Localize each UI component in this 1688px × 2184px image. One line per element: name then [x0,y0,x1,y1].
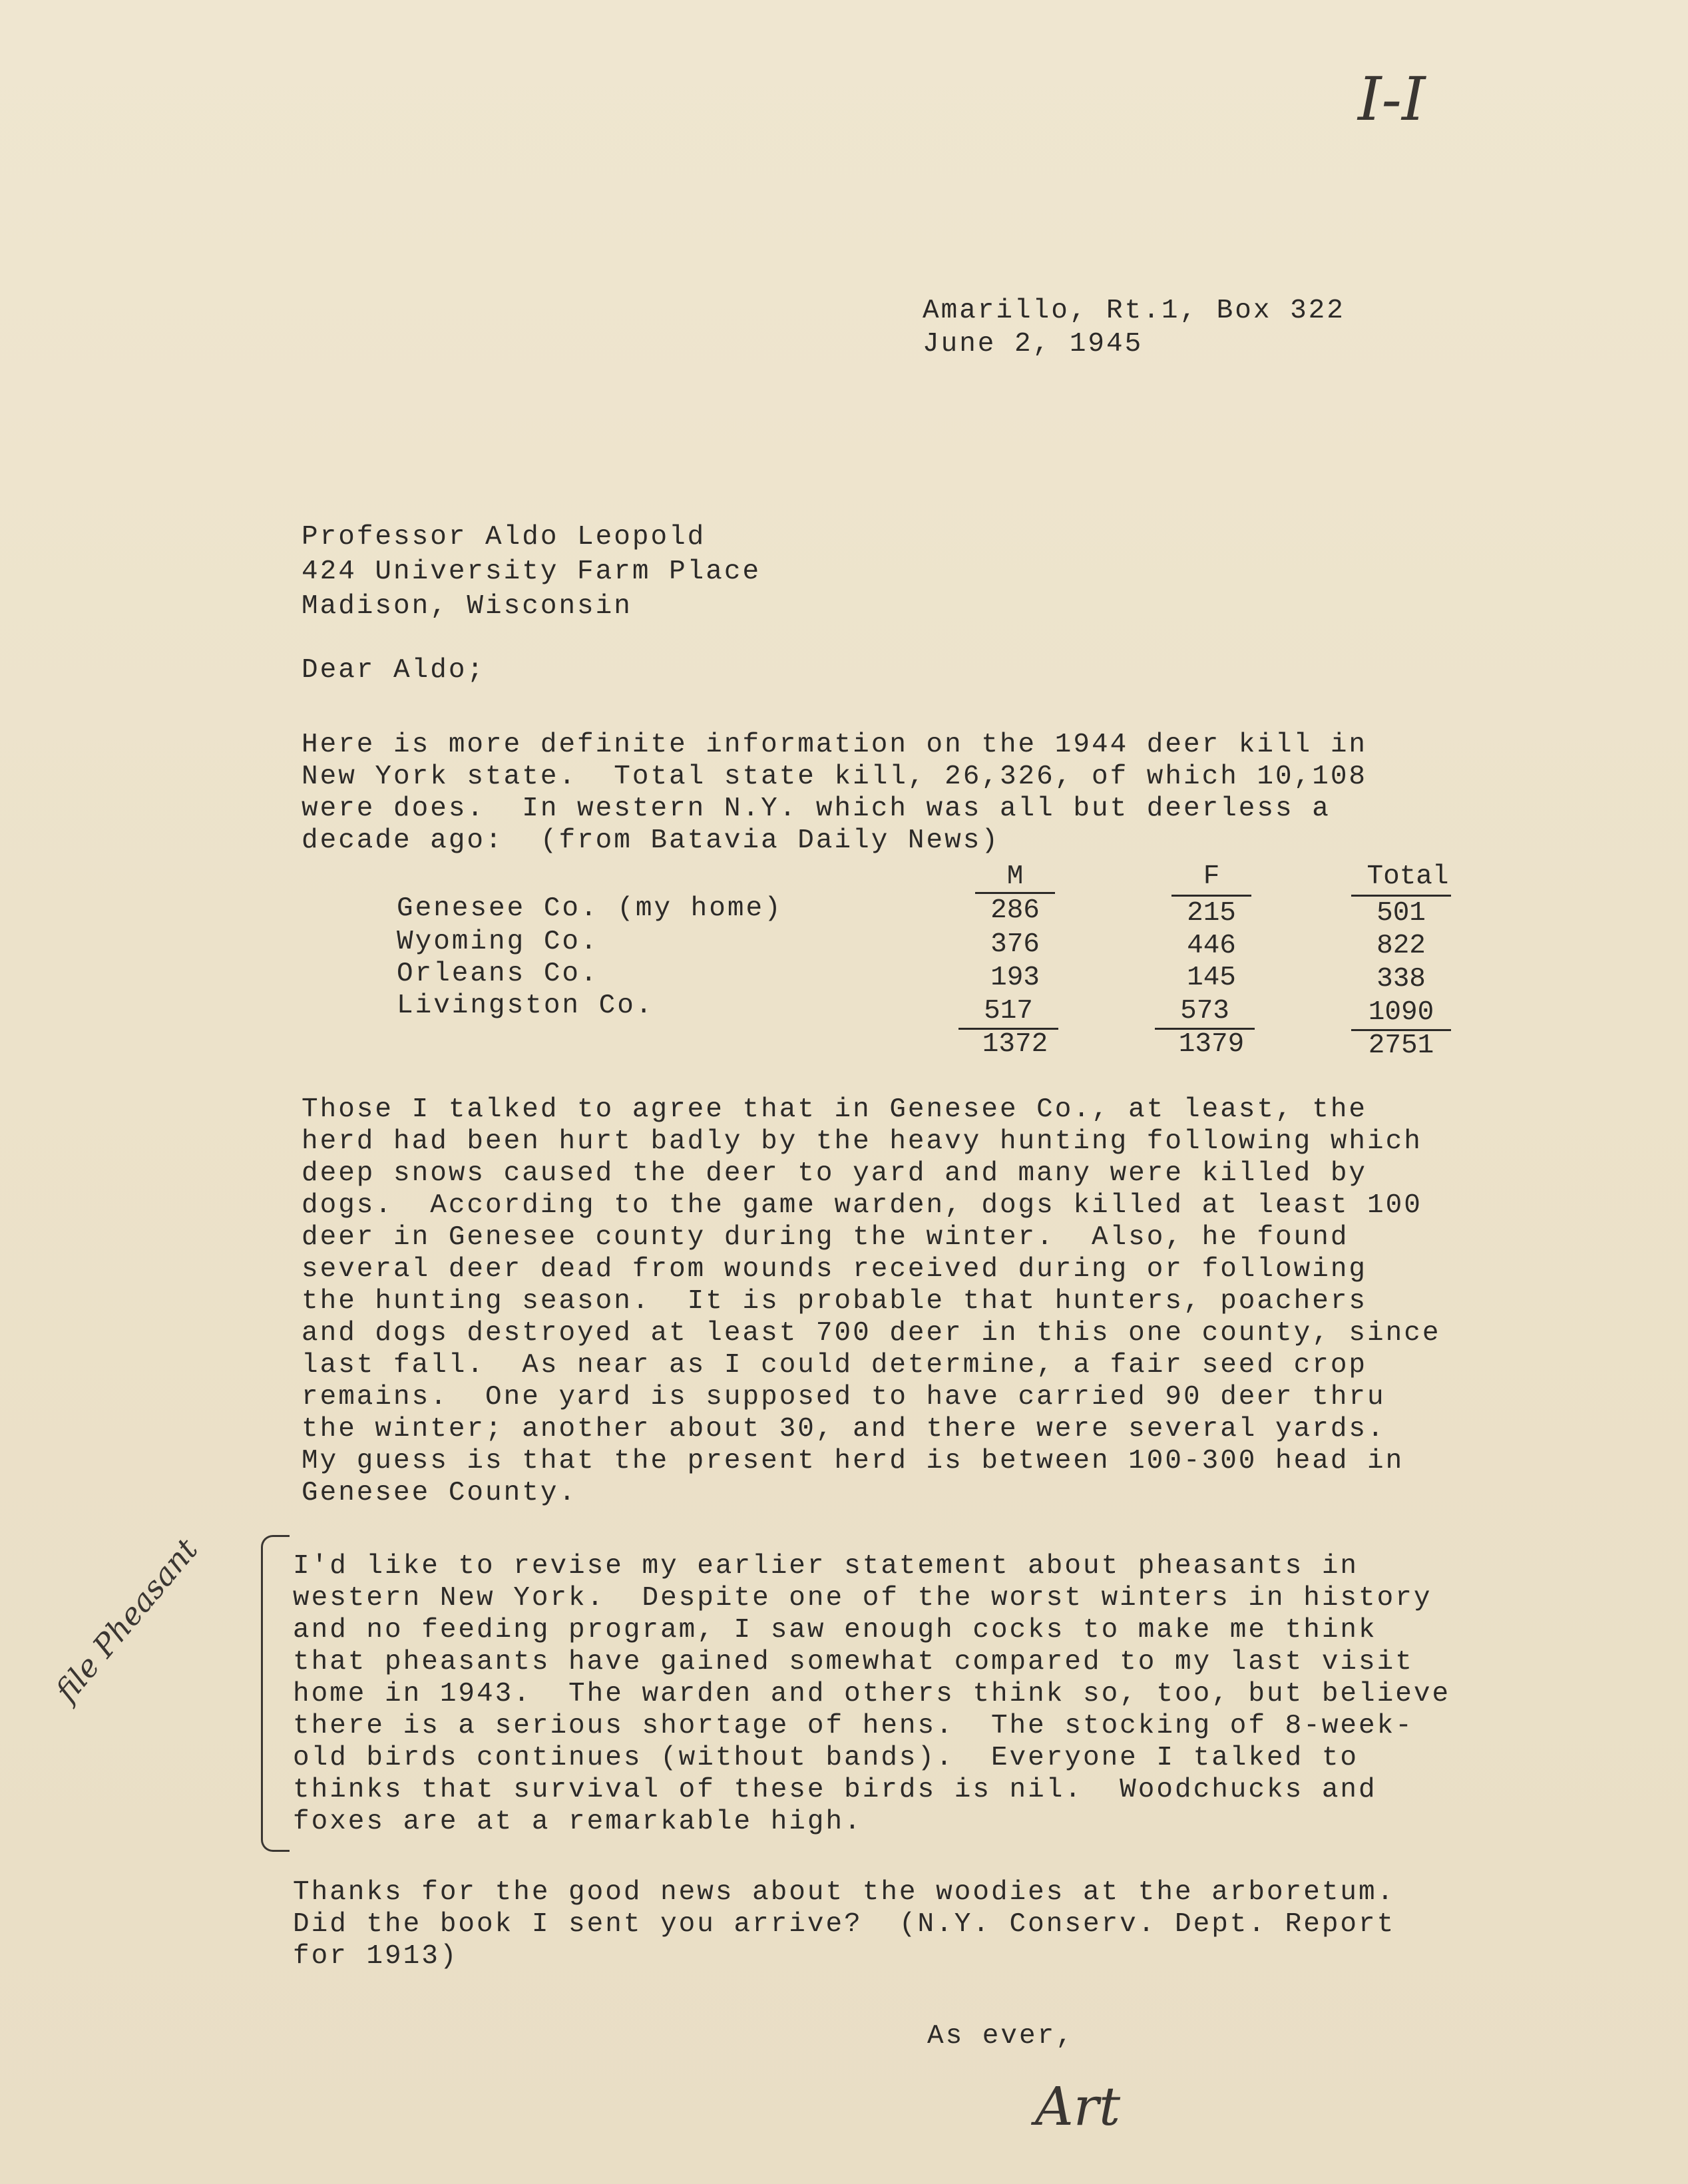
text-line: that pheasants have gained somewhat compared to my last visit [293,1647,1414,1677]
text-line: home in 1943. The warden and others think so, too, but believe [293,1679,1451,1709]
text-line: the winter; another about 30, and there were several yards. [302,1414,1386,1444]
cell-m: 517 [958,994,1058,1030]
text-line: Did the book I sent you arrive? (N.Y. Conserv. Dept. Report [293,1909,1396,1940]
text-line: dogs. According to the game warden, dogs killed at least 100 [302,1190,1422,1221]
header-date: June 2, 1945 [923,329,1144,359]
signature: Art [1035,2075,1121,2137]
text-line: were does. In western N.Y. which was all but deerless a [302,793,1331,824]
margin-bracket [261,1535,290,1852]
text-line: for 1913) [293,1941,459,1972]
margin-note: file Pheasant [48,1531,205,1709]
recipient-street: 424 University Farm Place [302,556,761,587]
total-f: 1379 [1178,1029,1245,1060]
cell-f: 145 [1187,963,1236,993]
text-line: I'd like to revise my earlier statement about pheasants in [293,1551,1359,1582]
text-line: several deer dead from wounds received during or following [302,1254,1368,1285]
total-m: 1372 [982,1029,1048,1060]
text-line: and dogs destroyed at least 700 deer in this one county, since [302,1318,1441,1349]
cell-total: 338 [1376,964,1426,994]
text-line: thinks that survival of these birds is nil. Woodchucks and [293,1775,1377,1805]
corner-mark: I-I [1358,65,1426,134]
text-line: deep snows caused the deer to yard and many were killed by [302,1158,1368,1189]
column-header-m: M [1006,861,1024,892]
text-line: New York state. Total state kill, 26,326, of which 10,108 [302,762,1368,792]
text-line: the hunting season. It is probable that hunters, poachers [302,1286,1368,1317]
text-line: there is a serious shortage of hens. The stocking of 8-week- [293,1711,1414,1741]
text-line: deer in Genesee county during the winter. Also, he found [302,1222,1349,1253]
text-line: and no feeding program, I saw enough cocks to make me think [293,1615,1377,1645]
column-header-total: Total [1367,861,1449,892]
salutation: Dear Aldo; [302,655,486,686]
cell-m: 193 [990,963,1040,993]
cell-total: 501 [1351,895,1451,930]
county-name: Wyoming Co. [397,927,599,957]
text-line: foxes are at a remarkable high. [293,1807,863,1837]
cell-f: 215 [1171,895,1251,930]
column-header-f: F [1203,861,1220,892]
county-name: Orleans Co. [397,959,599,989]
text-line: Those I talked to agree that in Genesee Co., at least, the [302,1094,1368,1125]
cell-m: 286 [975,892,1055,927]
text-line: western New York. Despite one of the worst winters in history [293,1583,1432,1614]
county-name: Genesee Co. (my home) [397,893,783,924]
text-line: Thanks for the good news about the woodies at the arboretum. [293,1877,1396,1908]
cell-total: 1090 [1351,996,1451,1031]
cell-m: 376 [990,929,1040,960]
cell-f: 446 [1187,931,1236,961]
text-line: Here is more definite information on the 1944 deer kill in [302,730,1368,760]
county-name: Livingston Co. [397,990,654,1021]
text-line: herd had been hurt badly by the heavy hunting following which [302,1126,1422,1157]
text-line: Genesee County. [302,1478,578,1508]
text-line: My guess is that the present herd is between 100-300 head in [302,1446,1404,1476]
text-line: old birds continues (without bands). Everyone I talked to [293,1743,1359,1773]
recipient-name: Professor Aldo Leopold [302,522,706,552]
text-line: remains. One yard is supposed to have carried 90 deer thru [302,1382,1386,1413]
cell-total: 822 [1376,931,1426,961]
cell-f: 573 [1155,994,1255,1030]
text-line: last fall. As near as I could determine, a fair seed crop [302,1350,1368,1381]
text-line: decade ago: (from Batavia Daily News) [302,825,1000,856]
total-total: 2751 [1368,1030,1434,1061]
closing: As ever, [927,2021,1074,2052]
header-address: Amarillo, Rt.1, Box 322 [923,296,1345,326]
recipient-city: Madison, Wisconsin [302,591,632,622]
